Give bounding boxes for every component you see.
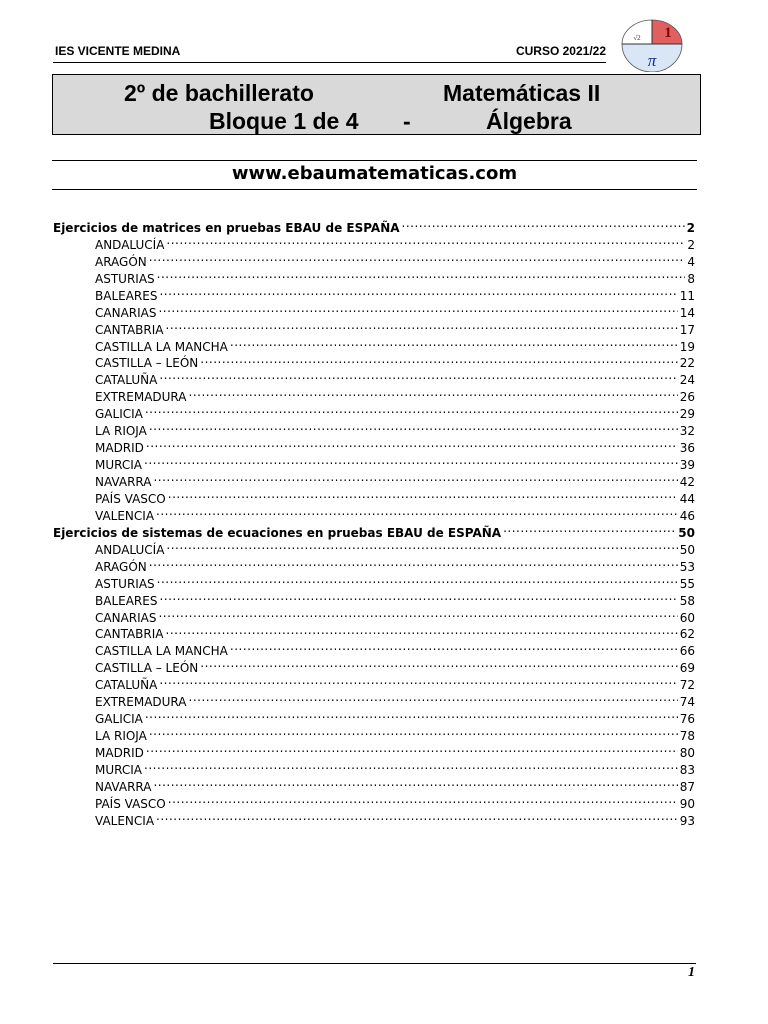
toc-entry-label: NAVARRA (95, 475, 152, 489)
dot-leader (145, 401, 678, 418)
dot-leader (156, 503, 678, 520)
toc-entry-page: 53 (679, 559, 695, 574)
dot-leader (159, 367, 677, 384)
dot-leader (156, 808, 678, 825)
title-box (52, 74, 701, 135)
topic-title: Álgebra (486, 108, 572, 134)
toc-entry[interactable] (53, 401, 695, 422)
toc-entry-page: 32 (679, 424, 695, 439)
toc-entry-page: 42 (679, 475, 695, 489)
footer-rule (53, 963, 696, 964)
toc-entry-page: 46 (679, 508, 695, 523)
course-year: CURSO 2021/22 (515, 44, 606, 58)
toc-entry[interactable] (53, 469, 695, 489)
block-title: Bloque 1 de 4 (209, 108, 359, 134)
toc-entry-page: 74 (679, 695, 695, 710)
toc-entry-label: CASTILLA – LEÓN (95, 661, 199, 676)
toc-entry-label: ANDALUCÍA (95, 237, 165, 252)
toc-entry-page: 29 (679, 407, 695, 422)
toc-entry-label: ANDALUCÍA (95, 542, 165, 557)
dot-leader (168, 791, 678, 808)
dot-leader (189, 689, 678, 706)
dot-leader (189, 384, 678, 401)
toc-entry-label: VALENCIA (95, 508, 155, 523)
toc-entry-page: 72 (679, 678, 695, 693)
toc-entry-label: EXTREMADURA (95, 695, 187, 710)
toc-section-label: Ejercicios de matrices en pruebas EBAU de ESPAÑA (53, 220, 400, 235)
dot-leader (149, 554, 678, 571)
toc-section[interactable] (53, 215, 695, 235)
toc-entry-page: 58 (679, 593, 695, 608)
dot-leader (200, 655, 677, 672)
course-level: 2º de bachillerato (124, 80, 314, 106)
dot-leader (503, 520, 676, 537)
school-name: IES VICENTE MEDINA (55, 44, 181, 58)
toc-entry-label: LA RIOJA (95, 424, 147, 439)
page-header (53, 44, 606, 63)
toc-entry-label: MADRID (95, 441, 144, 456)
toc-entry-label: EXTREMADURA (95, 390, 187, 405)
toc-entry-label: GALICIA (95, 712, 143, 727)
dot-leader (159, 588, 677, 605)
website-top-rule (52, 160, 697, 161)
math-logo-icon (620, 18, 684, 72)
toc-section-page: 2 (686, 220, 695, 235)
dot-leader (149, 723, 678, 740)
toc-entry-label: ARAGÓN (95, 254, 147, 269)
dot-leader (200, 351, 677, 368)
dot-leader (230, 638, 678, 655)
toc-section-label: Ejercicios de sistemas de ecuaciones en pruebas EBAU de ESPAÑA (53, 525, 502, 540)
toc-entry[interactable] (53, 774, 695, 794)
dot-leader (145, 706, 678, 723)
toc-entry-page: 87 (679, 779, 695, 794)
logo-pi: π (647, 51, 657, 70)
toc-entry-label: BALEARES (95, 288, 158, 303)
toc-entry-page: 26 (679, 390, 695, 405)
toc-entry-label: CATALUÑA (95, 678, 158, 693)
dot-leader (153, 774, 677, 791)
toc-entry-page: 36 (679, 441, 695, 456)
toc-entry-page: 66 (679, 644, 695, 659)
toc-entry-label: CANTABRIA (95, 627, 164, 642)
toc-entry-label: ASTURIAS (95, 271, 155, 286)
toc-entry-label: CASTILLA LA MANCHA (95, 644, 228, 659)
toc-entry-label: ARAGÓN (95, 559, 147, 574)
toc-entry-page: 93 (679, 813, 695, 828)
toc-entry-label: MURCIA (95, 458, 143, 473)
toc-entry-label: BALEARES (95, 593, 158, 608)
toc-entry-label: GALICIA (95, 407, 143, 422)
dot-leader (149, 249, 686, 266)
dot-leader (166, 622, 678, 639)
dot-leader (168, 486, 678, 503)
website-link[interactable]: www.ebaumatematicas.com (231, 163, 518, 184)
toc-entry-page: 60 (679, 610, 695, 625)
toc-entry[interactable] (53, 249, 695, 269)
toc-entry-label: LA RIOJA (95, 729, 147, 744)
toc-entry-page: 78 (679, 729, 695, 744)
dot-leader (144, 757, 678, 774)
dot-leader (402, 215, 685, 232)
toc-entry-label: CATALUÑA (95, 373, 158, 388)
table-of-contents (53, 215, 695, 828)
logo-root: √2 (633, 34, 641, 42)
dot-leader (144, 452, 678, 469)
toc-entry-label: ASTURIAS (95, 576, 155, 591)
toc-section-page: 50 (678, 525, 695, 540)
dot-leader (158, 605, 677, 622)
toc-entry-page: 17 (679, 322, 695, 337)
toc-entry[interactable] (53, 571, 695, 591)
toc-entry-label: CASTILLA – LEÓN (95, 356, 199, 371)
toc-entry-label: MADRID (95, 746, 144, 760)
toc-entry-page: 69 (679, 661, 695, 676)
toc-entry-page: 14 (679, 305, 695, 320)
dot-leader (149, 418, 678, 435)
toc-entry[interactable] (53, 723, 695, 744)
toc-entry-page: 19 (679, 339, 695, 354)
title-dash: - (403, 108, 411, 134)
toc-entry-page: 90 (679, 796, 695, 811)
toc-entry-page: 11 (679, 288, 695, 303)
dot-leader (146, 435, 678, 452)
toc-entry-page: 76 (679, 712, 695, 727)
toc-entry[interactable] (53, 706, 695, 727)
toc-entry[interactable] (53, 435, 695, 456)
toc-entry-page: 22 (679, 356, 695, 371)
dot-leader (166, 232, 685, 249)
toc-entry-label: CANARIAS (95, 305, 157, 320)
dot-leader (157, 571, 678, 588)
toc-entry-label: VALENCIA (95, 813, 155, 828)
logo-number: 1 (664, 25, 672, 41)
toc-entry[interactable] (53, 740, 695, 760)
dot-leader (153, 469, 677, 486)
toc-entry-page: 2 (687, 237, 695, 252)
toc-entry-page: 8 (687, 271, 695, 286)
dot-leader (166, 537, 677, 554)
page-number: 1 (688, 965, 695, 980)
website-bottom-rule (52, 189, 697, 190)
toc-entry-label: PAÍS VASCO (95, 796, 166, 811)
toc-entry-label: CANARIAS (95, 610, 157, 625)
toc-entry-label: CASTILLA LA MANCHA (95, 339, 228, 354)
toc-entry-page: 39 (679, 458, 695, 473)
toc-entry[interactable] (53, 554, 695, 574)
toc-entry[interactable] (53, 757, 695, 777)
toc-entry-page: 62 (679, 627, 695, 642)
toc-entry[interactable] (53, 418, 695, 439)
subject-title: Matemáticas II (443, 80, 601, 106)
toc-entry[interactable] (53, 452, 695, 473)
toc-entry-label: NAVARRA (95, 779, 152, 794)
dot-leader (159, 672, 677, 689)
dot-leader (157, 266, 686, 283)
dot-leader (230, 334, 678, 351)
toc-entry-page: 83 (679, 762, 695, 777)
dot-leader (158, 300, 677, 317)
toc-entry-page: 55 (679, 576, 695, 591)
toc-entry-page: 24 (679, 373, 695, 388)
toc-entry-page: 50 (679, 542, 695, 557)
toc-entry-label: MURCIA (95, 762, 143, 777)
dot-leader (146, 740, 678, 757)
toc-entry-label: CANTABRIA (95, 322, 164, 337)
toc-entry-label: PAÍS VASCO (95, 491, 166, 506)
toc-entry[interactable] (53, 266, 695, 286)
dot-leader (159, 283, 677, 300)
toc-entry-page: 44 (679, 491, 695, 506)
toc-entry-page: 80 (679, 746, 695, 760)
toc-entry-page: 4 (687, 254, 695, 269)
dot-leader (166, 317, 678, 334)
